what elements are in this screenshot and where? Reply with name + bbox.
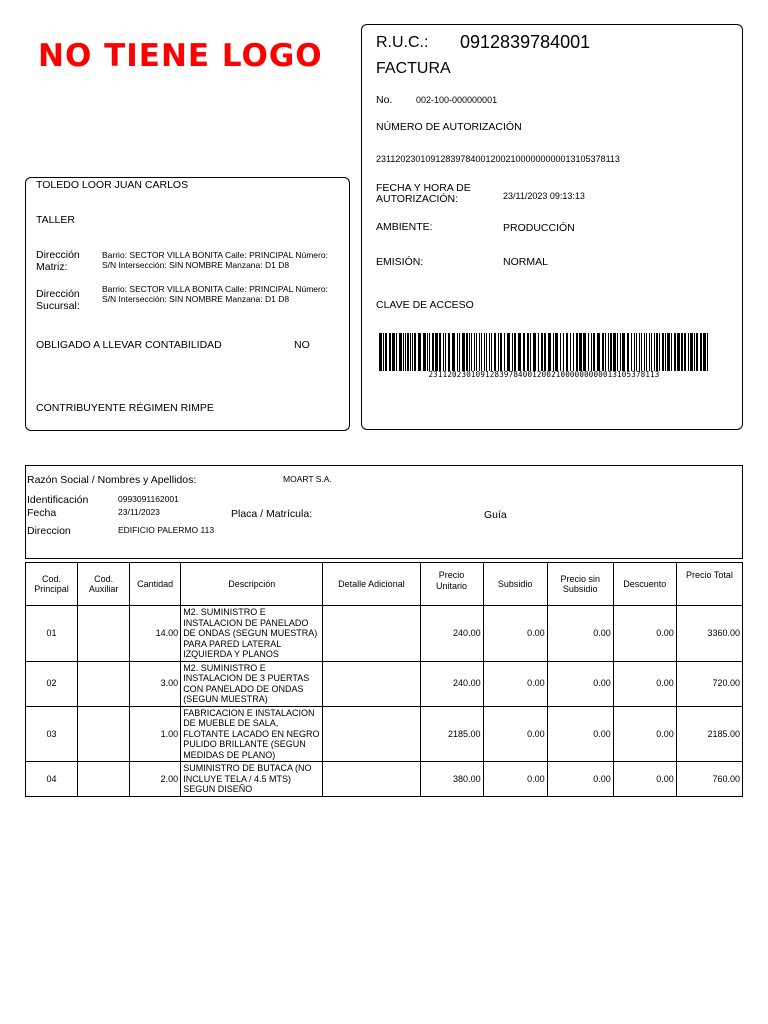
fecha-value: 23/11/2023 [118,507,160,517]
regimen-text: CONTRIBUYENTE RÉGIMEN RIMPE [36,402,214,414]
razon-label: Razón Social / Nombres y Apellidos: [27,474,197,486]
dir-sucursal-value: Barrio: SECTOR VILLA BONITA Calle: PRINCIPAL Número: S/N Intersección: SIN NOMBRE Manzana: D1 D8 [102,284,328,304]
cell-subsidio: 0.00 [483,606,547,662]
cell-detalle [323,606,420,662]
cell-precio-unitario: 240.00 [420,606,483,662]
cell-descuento: 0.00 [613,706,676,762]
placa-label: Placa / Matrícula: [231,508,313,520]
cell-descuento: 0.00 [613,661,676,706]
cell-descuento: 0.00 [613,762,676,797]
table-row [26,661,743,706]
header-precio-unitario: Precio Unitario [420,563,483,606]
cell-aux [78,706,130,762]
ambiente-label: AMBIENTE: [376,221,433,233]
header-subsidio: Subsidio [483,563,547,606]
guia-label: Guía [484,509,507,521]
fecha-auth-value: 23/11/2023 09:13:13 [503,191,585,201]
table-row [26,706,743,762]
clave-label: CLAVE DE ACCESO [376,299,474,311]
header-cod-principal: Cod. Principal [26,563,78,606]
cell-cantidad: 2.00 [130,762,181,797]
razon-value: MOART S.A. [283,474,332,484]
cell-precio-unitario: 240.00 [420,661,483,706]
dir-matriz-value: Barrio: SECTOR VILLA BONITA Calle: PRINCIPAL Número: S/N Intersección: SIN NOMBRE Manzana: D1 D8 [102,250,328,270]
table-row [26,606,743,662]
cell-detalle [323,706,420,762]
issuer-name: TOLEDO LOOR JUAN CARLOS [36,179,189,191]
cell-aux [78,606,130,662]
cell-precio-unitario: 380.00 [420,762,483,797]
ruc-label: R.U.C.: [376,34,429,51]
header-descripcion: Descripción [181,563,323,606]
invoice-no-value: 002-100-000000001 [416,95,498,105]
cell-precio-sin-subsidio: 0.00 [547,762,613,797]
cell-detalle [323,762,420,797]
cell-precio-sin-subsidio: 0.00 [547,706,613,762]
items-table [25,562,743,797]
issuer-trade-name: TALLER [36,214,75,226]
cell-subsidio: 0.00 [483,661,547,706]
cell-cod: 02 [26,661,78,706]
cell-detalle [323,661,420,706]
cell-aux [78,661,130,706]
header-descuento: Descuento [613,563,676,606]
direccion-label: Direccion [27,525,71,537]
cell-precio-sin-subsidio: 0.00 [547,661,613,706]
logo-placeholder-text: NO TIENE LOGO [38,38,323,74]
cell-precio-total: 760.00 [676,762,742,797]
cell-cod: 04 [26,762,78,797]
cell-aux [78,762,130,797]
contabilidad-value: NO [294,339,310,351]
id-label: Identificación [27,494,89,506]
table-row [26,762,743,797]
doc-type: FACTURA [376,60,451,77]
cell-precio-total: 3360.00 [676,606,742,662]
cell-precio-sin-subsidio: 0.00 [547,606,613,662]
fecha-auth-label: FECHA Y HORA DE AUTORIZACIÓN: [376,182,471,205]
barcode-text: 2311202301091283978400120021000000000013105378113 [428,370,660,379]
header-cantidad: Cantidad [130,563,181,606]
cell-cod: 01 [26,606,78,662]
cell-descuento: 0.00 [613,606,676,662]
ambiente-value: PRODUCCIÓN [503,222,575,234]
cell-cod: 03 [26,706,78,762]
emision-value: NORMAL [503,256,548,268]
cell-cantidad: 1.00 [130,706,181,762]
cell-precio-total: 2185.00 [676,706,742,762]
header-precio-total: Precio Total [676,563,742,606]
dir-matriz-label: Dirección Matriz: [36,249,80,273]
access-key-barcode [379,333,709,371]
cell-descripcion: M2. SUMINISTRO E INSTALACION DE PANELADO DE ONDAS (SEGUN MUESTRA) PARA PARED LATERAL IZQUIERDA Y PLANOS [181,606,323,662]
table-header-row [26,563,743,606]
header-cod-auxiliar: Cod. Auxiliar [78,563,130,606]
cell-descripcion: FABRICACION E INSTALACION DE MUEBLE DE SALA, FLOTANTE LACADO EN NEGRO PULIDO BRILLANTE (SEGUN MEDIDAS DE PLANO) [181,706,323,762]
cell-subsidio: 0.00 [483,762,547,797]
cell-precio-total: 720.00 [676,661,742,706]
header-precio-sin-subsidio: Precio sin Subsidio [547,563,613,606]
contabilidad-label: OBLIGADO A LLEVAR CONTABILIDAD [36,339,222,351]
header-detalle-adicional: Detalle Adicional [323,563,420,606]
auth-value: 2311202301091283978400120021000000000013105378113 [376,154,620,164]
dir-sucursal-label: Dirección Sucursal: [36,288,80,312]
cell-subsidio: 0.00 [483,706,547,762]
emision-label: EMISIÓN: [376,256,424,268]
fecha-label: Fecha [27,507,57,519]
ruc-value: 0912839784001 [460,32,591,52]
cell-cantidad: 14.00 [130,606,181,662]
cell-cantidad: 3.00 [130,661,181,706]
auth-label: NÚMERO DE AUTORIZACIÓN [376,121,522,133]
cell-precio-unitario: 2185.00 [420,706,483,762]
direccion-value: EDIFICIO PALERMO 113 [118,525,215,535]
invoice-no-label: No. [376,94,393,106]
id-value: 0993091162001 [118,494,179,504]
cell-descripcion: M2. SUMINISTRO E INSTALACION DE 3 PUERTAS CON PANELADO DE ONDAS (SEGUN MUESTRA) [181,661,323,706]
cell-descripcion: SUMINISTRO DE BUTACA (NO INCLUYE TELA / 4.5 MTS) SEGUN DISEÑO [181,762,323,797]
